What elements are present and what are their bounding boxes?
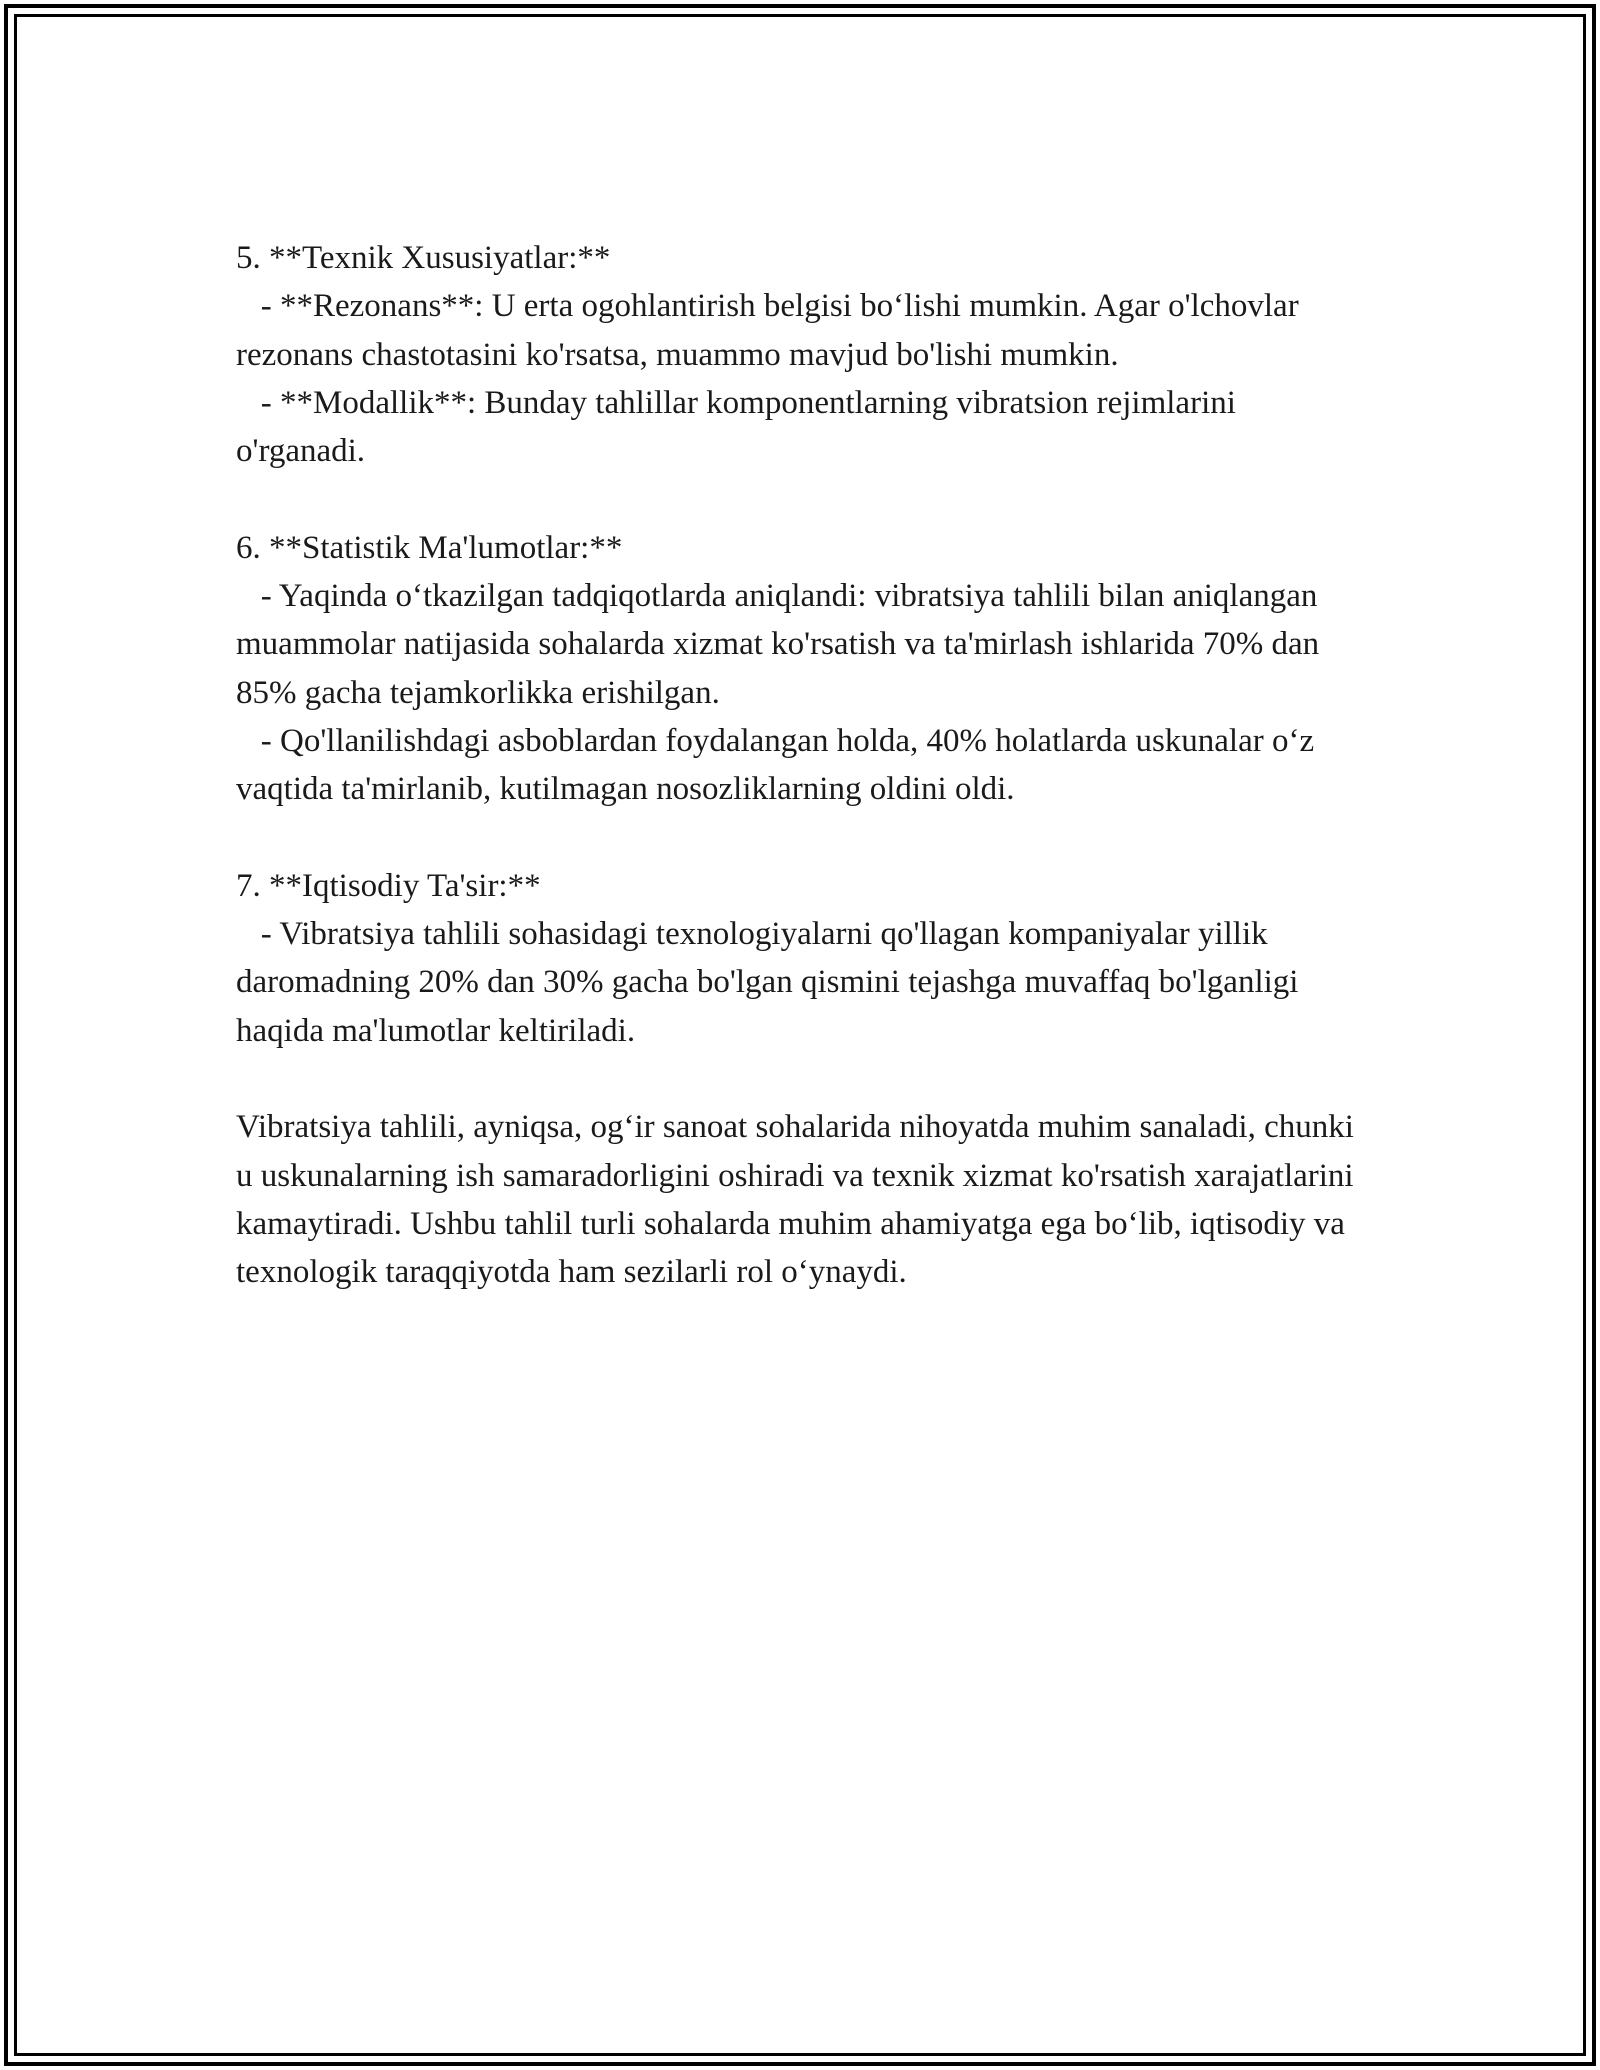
section-heading: 6. **Statistik Ma'lumotlar:** <box>236 529 623 566</box>
list-item: - **Rezonans**: U erta ogohlantirish belgisi bo‘lishi mumkin. Agar o'lchovlar rezonans chastotasini ko'rsatsa, muammo mavjud bo'lishi mumkin. <box>236 288 1307 373</box>
section-statistics <box>236 524 1356 814</box>
list-item: - **Modallik**: Bunday tahlillar komponentlarning vibratsion rejimlarini o'rganadi. <box>236 384 1245 470</box>
conclusion-paragraph: Vibratsiya tahlili, ayniqsa, og‘ir sanoat sohalarida nihoyatda muhim sanaladi, chunki u uskunalarning ish samaradorligini oshiradi va texnik xizmat ko'rsatish xarajatlarini kamaytiradi. Ushbu tahlil turli sohalarda muhim ahamiyatga ega bo‘lib, iqtisodiy va texnologik taraqqiyotda ham sezilarli rol o‘ynaydi. <box>236 1109 1363 1291</box>
list-item: - Yaqinda o‘tkazilgan tadqiqotlarda aniqlandi: vibratsiya tahlili bilan aniqlangan muammolar natijasida sohalarda xizmat ko'rsatish va ta'mirlash ishlarida 70% dan 85% gacha tejamkorlikka erishilgan. <box>236 578 1328 711</box>
list-item: - Qo'llanilishdagi asboblardan foydalangan holda, 40% holatlarda uskunalar o‘z vaqtida ta'mirlanib, kutilmagan nosozliklarning oldini oldi. <box>236 722 1323 808</box>
document-body <box>236 234 1363 1297</box>
paragraph-spacer <box>236 1055 1356 1103</box>
paragraph-spacer <box>236 475 1356 523</box>
list-item: - Vibratsiya tahlili sohasidagi texnologiyalarni qo'llagan kompaniyalar yillik daromadning 20% dan 30% gacha bo'lgan qismini tejashga muvaffaq bo'lganligi haqida ma'lumotlar keltiriladi. <box>236 916 1307 1049</box>
section-economic-impact <box>236 862 1356 1055</box>
section-heading: 7. **Iqtisodiy Ta'sir:** <box>236 867 541 904</box>
section-technical-features <box>236 234 1356 475</box>
section-heading: 5. **Texnik Xususiyatlar:** <box>236 240 611 276</box>
paragraph-spacer <box>236 814 1356 862</box>
